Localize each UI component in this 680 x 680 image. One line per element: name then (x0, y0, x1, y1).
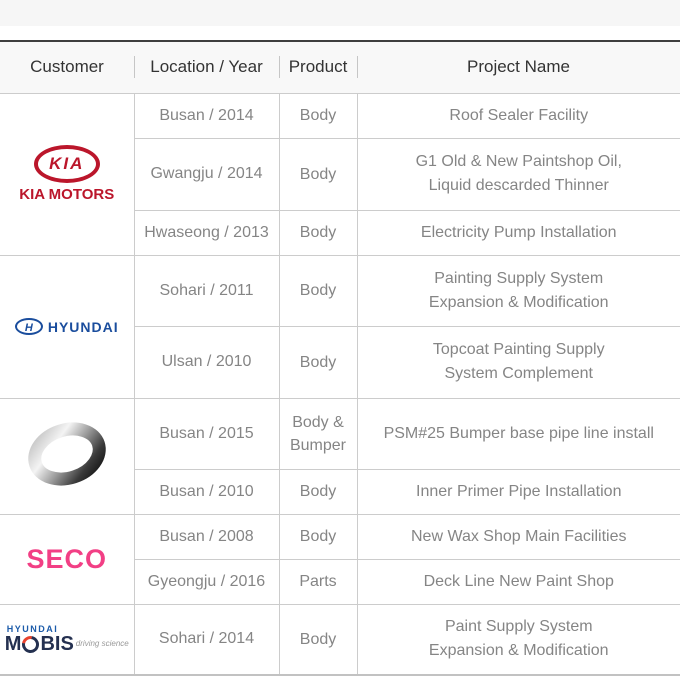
customer-cell-kia (0, 93, 134, 255)
location-cell: Ulsan / 2010 (134, 326, 279, 398)
table-row (0, 604, 680, 675)
product-cell: Body (279, 255, 357, 326)
projects-table (0, 40, 680, 676)
project-text: PSM#25 Bumper base pipe line install (383, 424, 654, 442)
customer-cell-seco (0, 514, 134, 604)
location-cell: Gyeongju / 2016 (134, 559, 279, 604)
mobis-bis-text: BIS (40, 633, 74, 655)
product-cell: Body (279, 604, 357, 675)
location-cell: Sohari / 2014 (134, 604, 279, 675)
location-cell: Busan / 2015 (134, 398, 279, 469)
project-text: Topcoat Painting Supply (432, 341, 605, 358)
project-cell (357, 559, 680, 604)
location-cell: Hwaseong / 2013 (134, 210, 279, 255)
hyundai-h-mark: H (24, 322, 33, 334)
project-text: Roof Sealer Facility (449, 106, 589, 124)
project-text: Inner Primer Pipe Installation (416, 482, 622, 500)
project-text: New Wax Shop Main Facilities (411, 527, 627, 545)
location-cell: Sohari / 2011 (134, 255, 279, 326)
spacer (0, 26, 680, 40)
project-cell (357, 514, 680, 559)
product-cell: Body (279, 210, 357, 255)
project-cell (357, 138, 680, 210)
project-text: Deck Line New Paint Shop (423, 572, 614, 590)
hyundai-logo (0, 318, 134, 335)
header-row (0, 41, 680, 93)
project-cell (357, 398, 680, 469)
product-cell: Body (279, 93, 357, 138)
location-cell: Busan / 2010 (134, 469, 279, 514)
customer-cell-rsm (0, 398, 134, 514)
project-cell (357, 469, 680, 514)
project-text: Expansion & Modification (428, 642, 609, 660)
col-header-location: Location / Year (134, 41, 279, 93)
location-cell: Busan / 2014 (134, 93, 279, 138)
table-row (0, 398, 680, 469)
table-row (0, 514, 680, 559)
top-strip (0, 0, 680, 26)
product-cell: Body & Bumper (279, 398, 357, 469)
project-cell (357, 604, 680, 675)
project-text: Painting Supply System (434, 269, 604, 287)
mobis-hyundai-text: HYUNDAI (6, 623, 59, 634)
project-cell (357, 210, 680, 255)
location-cell: Busan / 2008 (134, 514, 279, 559)
project-cell (357, 93, 680, 138)
location-cell: Gwangju / 2014 (134, 138, 279, 210)
hyundai-h-icon (15, 318, 43, 335)
product-cell: Parts (279, 559, 357, 604)
rsm-silver-ring-icon (26, 414, 108, 499)
kia-emblem-text: KIA (49, 154, 85, 173)
customer-cell-hyundai (0, 255, 134, 398)
project-cell (357, 255, 680, 326)
project-text: Paint Supply System (444, 618, 593, 636)
mobis-logo (5, 624, 129, 655)
project-text: Expansion & Modification (428, 293, 609, 311)
hyundai-logo-text: HYUNDAI (47, 318, 119, 335)
project-text: Electricity Pump Installation (420, 223, 617, 241)
table-row (0, 255, 680, 326)
seco-logo-text: SECO (26, 543, 108, 574)
customer-cell-mobis (0, 604, 134, 675)
mobis-logo-text (5, 634, 129, 655)
project-text: Liquid descarded Thinner (428, 177, 609, 194)
product-cell: Body (279, 138, 357, 210)
mobis-m-text: M (4, 633, 22, 655)
project-text: G1 Old & New Paintshop Oil, (415, 153, 622, 170)
col-header-customer: Customer (0, 41, 134, 93)
kia-logo-text: KIA MOTORS (19, 186, 115, 203)
mobis-tagline: driving science (75, 638, 129, 648)
project-cell (357, 326, 680, 398)
product-cell: Body (279, 469, 357, 514)
col-header-project: Project Name (357, 41, 680, 93)
mobis-o-ring-icon (19, 632, 43, 656)
product-cell: Body (279, 514, 357, 559)
kia-logo-icon (34, 145, 100, 183)
project-text: System Complement (444, 365, 593, 382)
table-row (0, 93, 680, 138)
product-cell: Body (279, 326, 357, 398)
col-header-product: Product (279, 41, 357, 93)
